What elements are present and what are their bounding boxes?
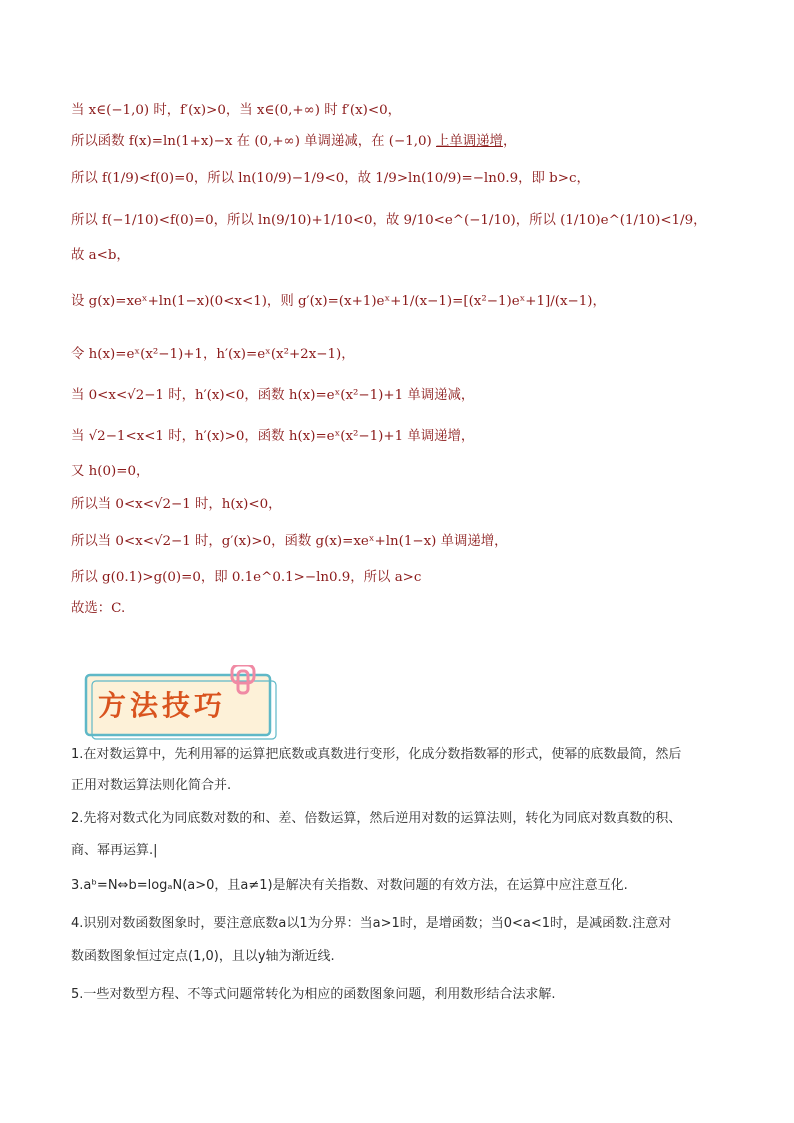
solution-line-2-end: ， (502, 134, 517, 149)
solution-line-7: 令 h(x)=eˣ(x²−1)+1，h′(x)=eˣ(x²+2x−1)， (71, 347, 355, 362)
solution-line-2-text: 所以函数 f(x)=ln(1+x)−x 在 (0,+∞) 单调递减，在 (−1,0) (71, 134, 436, 149)
solution-line-5: 故 a<b， (71, 248, 130, 263)
tip-4-line-2: 数函数图象恒过定点(1,0)，且以y轴为渐近线. (71, 949, 335, 964)
solution-line-9: 当 √2−1<x<1 时，h′(x)>0，函数 h(x)=eˣ(x²−1)+1 单调递增， (71, 429, 475, 444)
solution-line-1: 当 x∈(−1,0) 时，f′(x)>0，当 x∈(0,+∞) 时 f′(x)<0， (71, 103, 401, 118)
tip-5: 5.一些对数型方程、不等式问题常转化为相应的函数图象问题，利用数形结合法求解. (71, 987, 556, 1002)
tip-2-line-2: 商、幂再运算.| (71, 843, 158, 858)
solution-line-14: 故选：C. (71, 601, 126, 616)
solution-line-10: 又 h(0)=0， (71, 464, 150, 479)
tip-1-line-2: 正用对数运算法则化简合并. (71, 778, 232, 793)
solution-line-12: 所以当 0<x<√2−1 时，g′(x)>0，函数 g(x)=xeˣ+ln(1−x) 单调递增， (71, 534, 508, 549)
solution-line-2 (71, 133, 516, 151)
solution-line-11: 所以当 0<x<√2−1 时，h(x)<0， (71, 497, 282, 512)
solution-line-6: 设 g(x)=xeˣ+ln(1−x)(0<x<1)，则 g′(x)=(x+1)eˣ+1/(x−1)=[(x²−1)eˣ+1]/(x−1)， (71, 294, 606, 309)
solution-line-13: 所以 g(0.1)>g(0)=0，即 0.1e^0.1>−ln0.9，所以 a>c (71, 570, 422, 585)
solution-line-2-underlined: 上单调递增 (436, 134, 503, 149)
tip-3: 3.aᵇ=N⇔b=logₐN(a>0，且a≠1)是解决有关指数、对数问题的有效方法，在运算中应注意互化. (71, 878, 628, 893)
section-title: 方法技巧 (98, 689, 227, 722)
solution-line-4: 所以 f(−1/10)<f(0)=0，所以 ln(9/10)+1/10<0，故 9/10<e^(−1/10)，所以 (1/10)e^(1/10)<1/9， (71, 213, 707, 228)
solution-line-3: 所以 f(1/9)<f(0)=0，所以 ln(10/9)−1/9<0，故 1/9>ln(10/9)=−ln0.9，即 b>c， (71, 171, 590, 186)
tip-4-line-1: 4.识别对数函数图象时，要注意底数a以1为分界：当a>1时，是增函数；当0<a<1时，是减函数.注意对 (71, 916, 672, 931)
tip-1-line-1: 1.在对数运算中，先利用幂的运算把底数或真数进行变形，化成分数指数幂的形式，使幂的底数最简，然后 (71, 747, 682, 762)
solution-line-8: 当 0<x<√2−1 时，h′(x)<0，函数 h(x)=eˣ(x²−1)+1 单调递减， (71, 388, 475, 403)
tip-2-line-1: 2.先将对数式化为同底数对数的和、差、倍数运算，然后逆用对数的运算法则，转化为同底对数真数的积、 (71, 811, 682, 826)
